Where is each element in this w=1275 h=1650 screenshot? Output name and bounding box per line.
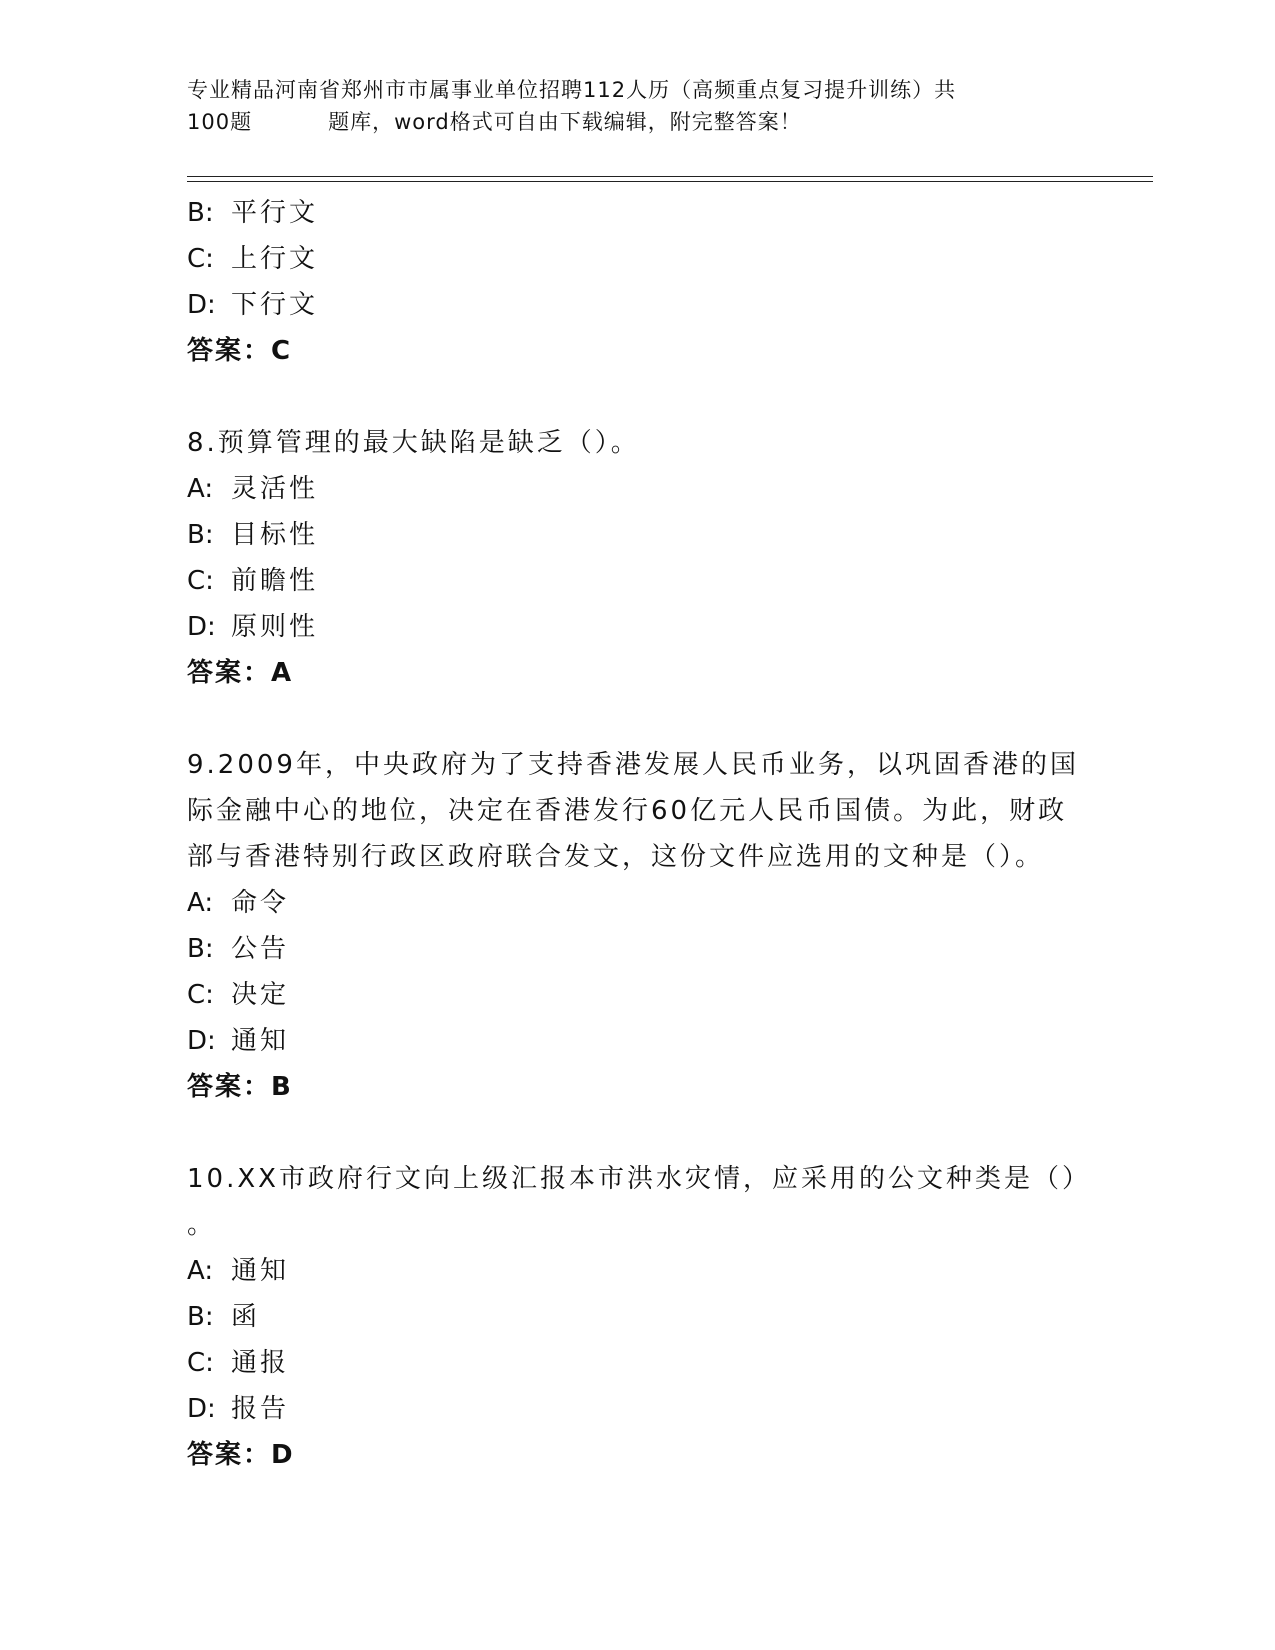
option-letter: B: bbox=[187, 1302, 214, 1332]
option-letter: C: bbox=[187, 244, 214, 274]
option-text: 通报 bbox=[231, 1348, 290, 1378]
option-text: 公告 bbox=[231, 934, 290, 964]
question-10 bbox=[187, 1156, 1091, 1478]
option-c bbox=[187, 236, 1087, 282]
option-letter: C: bbox=[187, 980, 214, 1010]
option-text: 原则性 bbox=[231, 612, 319, 642]
option-text: 函 bbox=[231, 1302, 261, 1332]
option-letter: B: bbox=[187, 520, 214, 550]
option-d bbox=[187, 1386, 1087, 1432]
option-letter: D: bbox=[187, 1394, 216, 1424]
option-d bbox=[187, 604, 1087, 650]
header-title-line1: 专业精品河南省郑州市市属事业单位招聘112人历（高频重点复习提升训练）共 bbox=[187, 78, 957, 102]
option-text: 决定 bbox=[231, 980, 290, 1010]
page-header bbox=[187, 74, 1067, 138]
option-text: 前瞻性 bbox=[231, 566, 319, 596]
option-text: 通知 bbox=[231, 1026, 290, 1056]
question-stem-line: 10.XX市政府行文向上级汇报本市洪水灾情，应采用的公文种类是（） bbox=[187, 1164, 1091, 1194]
question-stem-line: 。 bbox=[187, 1210, 217, 1240]
answer: 答案：B bbox=[187, 1072, 293, 1102]
option-a bbox=[187, 466, 1087, 512]
question-8 bbox=[187, 420, 1087, 696]
answer: 答案：A bbox=[187, 658, 294, 688]
option-a bbox=[187, 880, 1087, 926]
option-letter: D: bbox=[187, 612, 216, 642]
header-count: 100题 bbox=[187, 110, 253, 134]
option-text: 灵活性 bbox=[231, 474, 319, 504]
header-title-line2 bbox=[187, 106, 1067, 138]
header-description: 题库，word格式可自由下载编辑，附完整答案！ bbox=[328, 110, 802, 134]
option-c bbox=[187, 558, 1087, 604]
header-rule-bottom bbox=[187, 181, 1153, 182]
option-c bbox=[187, 972, 1087, 1018]
option-text: 下行文 bbox=[231, 290, 319, 320]
option-letter: D: bbox=[187, 290, 216, 320]
option-b bbox=[187, 1294, 1087, 1340]
option-b bbox=[187, 926, 1087, 972]
option-text: 报告 bbox=[231, 1394, 290, 1424]
option-text: 平行文 bbox=[231, 198, 319, 228]
option-letter: B: bbox=[187, 198, 214, 228]
option-letter: A: bbox=[187, 1256, 214, 1286]
option-text: 命令 bbox=[231, 888, 290, 918]
header-rule-top bbox=[187, 176, 1153, 177]
option-b bbox=[187, 512, 1087, 558]
document-body bbox=[187, 190, 1091, 1478]
question-7-tail bbox=[187, 190, 1087, 374]
option-d bbox=[187, 282, 1087, 328]
answer: 答案：D bbox=[187, 1440, 295, 1470]
option-letter: C: bbox=[187, 1348, 214, 1378]
option-d bbox=[187, 1018, 1087, 1064]
answer: 答案：C bbox=[187, 336, 293, 366]
option-text: 上行文 bbox=[231, 244, 319, 274]
option-text: 目标性 bbox=[231, 520, 319, 550]
question-stem-line: 际金融中心的地位，决定在香港发行60亿元人民币国债。为此，财政 bbox=[187, 796, 1068, 826]
option-c bbox=[187, 1340, 1087, 1386]
option-letter: A: bbox=[187, 474, 214, 504]
question-stem-line: 9.2009年，中央政府为了支持香港发展人民币业务，以巩固香港的国 bbox=[187, 750, 1079, 780]
option-letter: B: bbox=[187, 934, 214, 964]
option-b bbox=[187, 190, 1087, 236]
option-letter: A: bbox=[187, 888, 214, 918]
question-stem-line: 部与香港特别行政区政府联合发文，这份文件应选用的文种是（）。 bbox=[187, 842, 1045, 872]
option-text: 通知 bbox=[231, 1256, 290, 1286]
question-stem: 8.预算管理的最大缺陷是缺乏（）。 bbox=[187, 428, 640, 458]
option-a bbox=[187, 1248, 1087, 1294]
option-letter: D: bbox=[187, 1026, 216, 1056]
question-9 bbox=[187, 742, 1087, 1110]
option-letter: C: bbox=[187, 566, 214, 596]
